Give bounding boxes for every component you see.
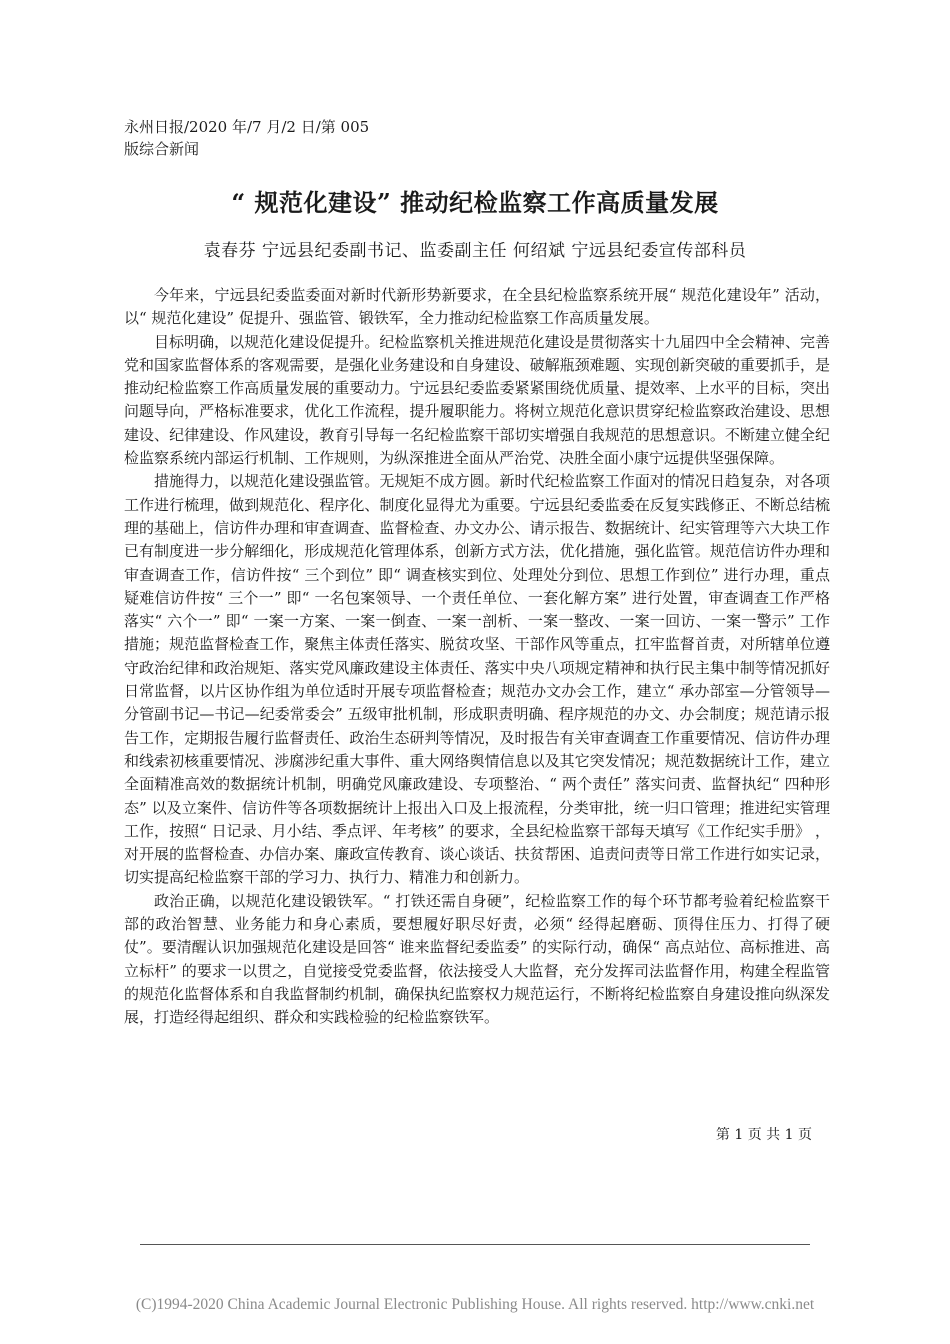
source-line-2: 版综合新闻 (124, 140, 200, 158)
article-title: “ 规范化建设” 推动纪检监察工作高质量发展 (231, 188, 719, 217)
footer-divider (140, 1244, 810, 1245)
source-line-1: 永州日报/2020 年/7 月/2 日/第 005 (124, 118, 370, 136)
page-number: 第 1 页 共 1 页 (715, 1127, 812, 1143)
author-byline: 袁春芬 宁远县纪委副书记、监委副主任 何绍斌 宁远县纪委宣传部科员 (203, 241, 747, 261)
paragraph-measures: 措施得力，以规范化建设强监管。无规矩不成方圆。新时代纪检监察工作面对的情况日趋复杂，对各项工作进行梳理，做到规范化、程序化、制度化显得尤为重要。宁远县纪委监委在反复实践修正、不断总结梳理的基础上，信访件办理和审查调查、监督检查、办文办公、请示报告、数据统计、纪实管理等六大块工作已有制度进一步分解细化，形成规范化管理体系，创新方式方法，优化措施，强化监管。规范信访件办理和审查调查工作，信访件按“ 三个到位” 即“ 调查核实到位、处理处分到位、思想工作到位” 进行办理，重点疑难信访件按“ 三个一” 即“ 一名包案领导、一个责任单位、一套化解方案” 进行处置，审查调查工作严格落实“ 六个一” 即“ 一案一方案、一案一倒查、一案一剖析、一案一整改、一案一回访、一案一警示” 工作措施；规范监督检查工作，聚焦主体责任落实、脱贫攻坚、干部作风等重点，扛牢监督首责，对所辖单位遵守政治纪律和政治规矩、落实党风廉政建设主体责任、落实中央八项规定精神和执行民主集中制等情况抓好日常监督，以片区协作组为单位适时开展专项监督检查；规范办文办会工作，建立“ 承办部室—分管领导—分管副书记—书记—纪委常委会” 五级审批机制，形成职责明确、程序规范的办文、办会制度；规范请示报告工作，定期报告履行监督责任、政治生态研判等情况，及时报告有关审查调查工作重要情况、信访件办理和线索初核重要情况、涉腐涉纪重大事件、重大网络舆情信息以及其它突发情况；规范数据统计工作，建立全面精准高效的数据统计机制，明确党风廉政建设、专项整治、“ 两个责任” 落实问责、监督执纪“ 四种形态” 以及立案件、信访件等各项数据统计上报出入口及上报流程，分类审批，统一归口管理；推进纪实管理工作，按照“ 日记录、月小结、季点评、年考核” 的要求，全县纪检监察干部每天填写《工作纪实手册》 ，对开展的监督检查、办信办案、廉政宣传教育、谈心谈话、扶贫帮困、追责问责等日常工作进行如实记录，切实提高纪检监察干部的学习力、执行力、精准力和创新力。 (124, 472, 830, 887)
source-info (124, 116, 484, 160)
paragraph-goal: 目标明确，以规范化建设促提升。纪检监察机关推进规范化建设是贯彻落实十九届四中全会精神、完善党和国家监督体系的客观需要，是强化业务建设和自身建设、破解瓶颈难题、实现创新突破的重要抓手，是推动纪检监察工作高质量发展的重要动力。宁远县纪委监委紧紧围绕优质量、提效率、上水平的目标，突出问题导向，严格标准要求，优化工作流程，提升履职能力。将树立规范化意识贯穿纪检监察政治建设、思想建设、纪律建设、作风建设，教育引导每一名纪检监察干部切实增强自我规范的思想意识。不断建立健全纪检监察系统内部运行机制、工作规则，为纵深推进全面从严治党、决胜全面小康宁远提供坚强保障。 (124, 332, 830, 468)
paragraph-politics: 政治正确，以规范化建设锻铁军。“ 打铁还需自身硬”，纪检监察工作的每个环节都考验着纪检监察干部的政治智慧、业务能力和身心素质，要想履好职尽好责，必须“ 经得起磨砺、顶得住压力、打得了硬仗”。要清醒认识加强规范化建设是回答“ 谁来监督纪委监委” 的实际行动，确保“ 高点站位、高标推进、高立标杆” 的要求一以贯之，自觉接受党委监督，依法接受人大监督，充分发挥司法监督作用，构建全程监管的规范化监督体系和自我监督制约机制，确保执纪监察权力规范运行，不断将纪检监察自身建设推向纵深发展，打造经得起组织、群众和实践检验的纪检监察铁军。 (124, 891, 830, 1027)
copyright-notice: (C)1994-2020 China Academic Journal Electronic Publishing House. All rights reserved. http://www.cnki.net (135, 1296, 815, 1313)
paragraph-intro: 今年来，宁远县纪委监委面对新时代新形势新要求，在全县纪检监察系统开展“ 规范化建设年” 活动，以“ 规范化建设” 促提升、强监管、锻铁军，全力推动纪检监察工作高质量发展。 (124, 286, 830, 328)
article-body (124, 284, 830, 1030)
